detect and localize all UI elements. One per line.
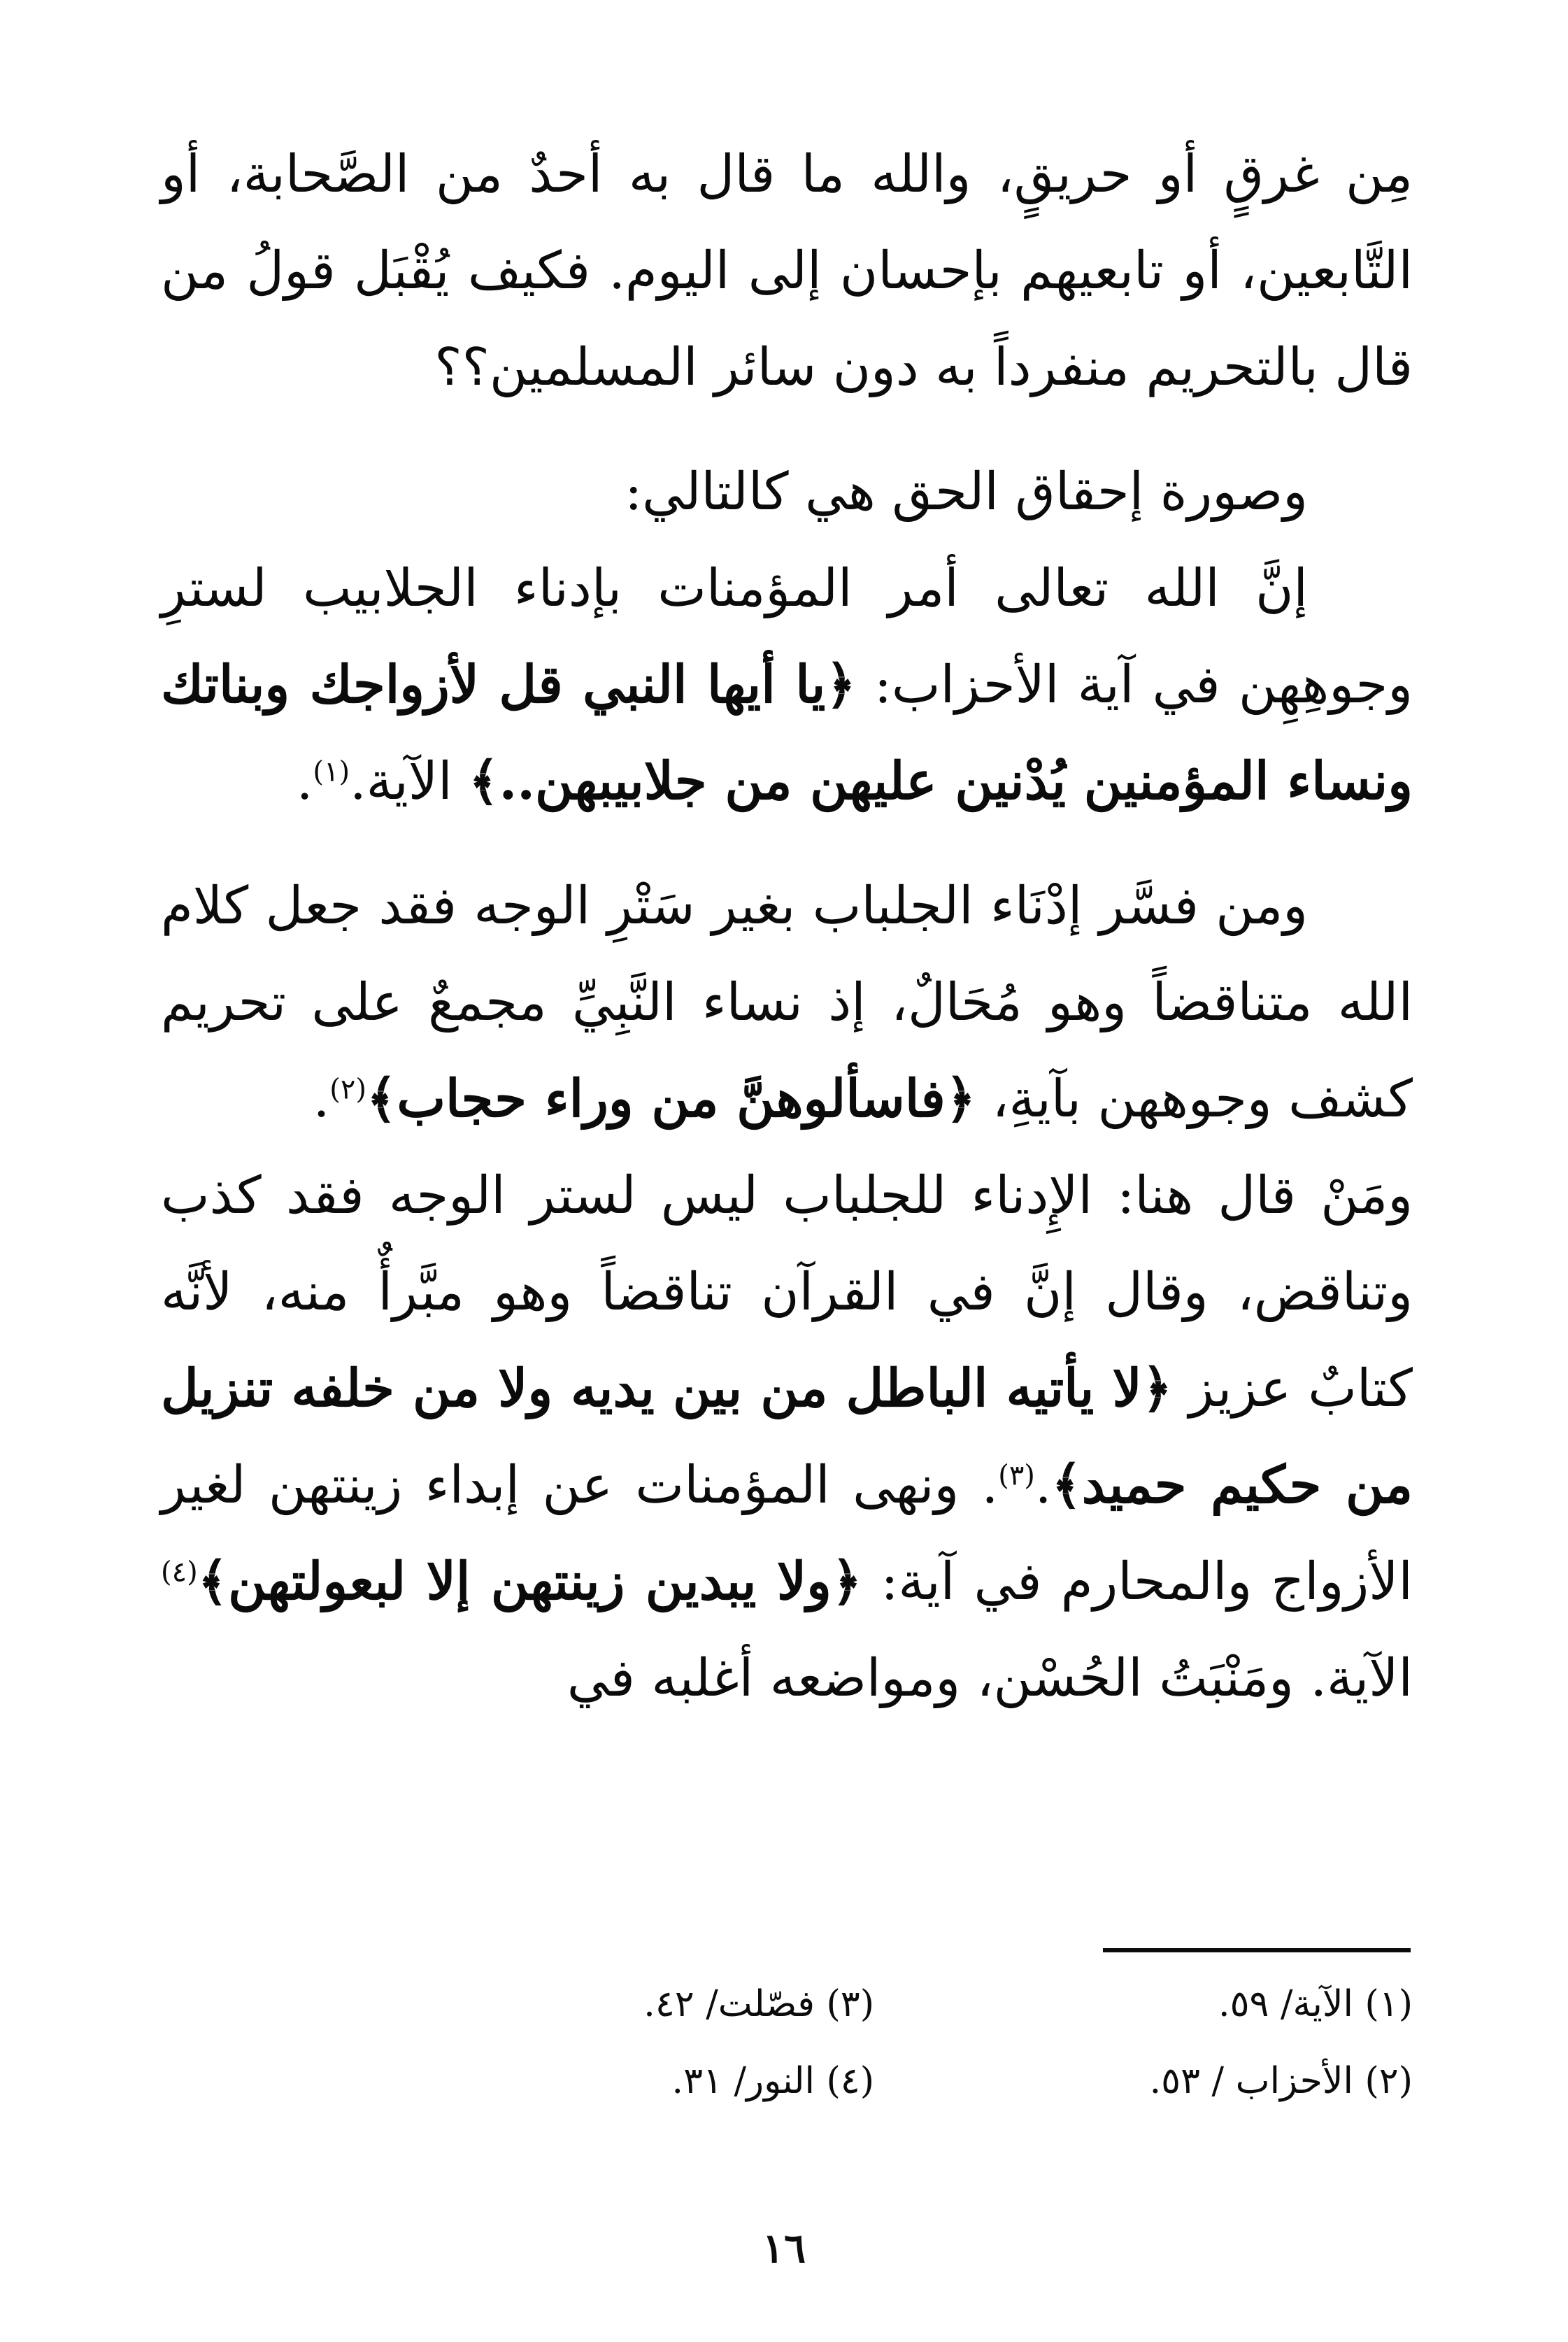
quran-quote-ahzab-59: ﴿يا أيها النبي قل لأزواجك وبناتك ونساء المؤمنين يُدْنين عليهن من جلابيبهن..﴾ — [161, 655, 1413, 811]
footnote-3: (٣) فصّلت/ ٤٢. — [643, 1983, 874, 2025]
paragraph-5-text-a: ومَنْ قال هنا: الإِدناء للجلباب ليس لستر الوجه فقد كذب وتناقض، وقال إنَّ في القرآن تناقضاً وهو مبَّرأٌ منه، لأنَّه كتابٌ عزيز — [161, 1165, 1413, 1419]
paragraph-3-text-b: الآية. — [350, 751, 469, 811]
footnote-ref-2: (٢) — [329, 1073, 366, 1106]
paragraph-5-text-c: الآية. ومَنْبَتُ الحُسْن، ومواضعه أغلبه في — [566, 1648, 1413, 1708]
paragraph-3-text-c: . — [296, 751, 313, 811]
footnotes — [161, 1966, 1413, 2120]
footnote-ref-3: (٣) — [998, 1459, 1035, 1492]
footnote-1: (١) الآية/ ٥٩. — [1218, 1983, 1413, 2025]
paragraph-3-text-a: إنَّ الله تعالى أمر المؤمنات بإدناء الجلابيب لسترِ وجوهِهِن في آية الأحزاب: — [161, 558, 1413, 715]
footnote-row — [161, 1966, 1413, 2043]
paragraph-4-text-a: ومن فسَّر إدْنَاء الجلباب بغير سَتْرِ الوجه فقد جعل كلام الله متناقضاً وهو مُحَالٌ، إذ نساء النَّبِيِّ مجمعٌ على تحريم كشف وجوههن بآيةِ، — [161, 876, 1413, 1129]
footnote-ref-4: (٤) — [161, 1556, 198, 1589]
quran-quote-fussilat-42: ﴿لا يأتيه الباطل من بين يديه ولا من خلفه تنزيل من حكيم حميد﴾ — [161, 1358, 1413, 1515]
paragraph-5-text-b: . ونهى المؤمنات عن إبداء زينتهن لغير الأزواج والمحارم في آية: — [161, 1455, 1413, 1612]
paragraph-4 — [161, 858, 1413, 1147]
quran-quote-ahzab-53: ﴿فاسألوهنَّ من وراء حجاب﴾ — [366, 1069, 976, 1129]
paragraph-2 — [161, 443, 1413, 540]
footnote-4: (٤) النور/ ٣١. — [671, 2060, 874, 2102]
footnote-separator — [1103, 1948, 1411, 1952]
paragraph-4-text-b: . — [313, 1069, 330, 1129]
page-number: ١٦ — [762, 2224, 806, 2272]
paragraph-3 — [161, 540, 1413, 830]
paragraph-1 — [161, 126, 1413, 416]
footnote-row — [161, 2043, 1413, 2120]
paragraph-1-text: مِن غرقٍ أو حريقٍ، والله ما قال به أحدٌ من الصَّحابة، أو التَّابعين، أو تابعيهم بإحسان إلى اليوم. فكيف يُقْبَل قولُ من قال بالتحريم منفرداً به دون سائر المسلمين؟؟ — [161, 144, 1413, 397]
paragraph-5 — [161, 1147, 1413, 1726]
quran-quote-nur-31: ﴿ولا يبدين زينتهن إلا لبعولتهن﴾ — [197, 1552, 862, 1612]
paragraph-2-text: وصورة إحقاق الحق هي كالتالي: — [625, 462, 1308, 522]
main-text — [161, 126, 1413, 1726]
footnote-ref-1: (١) — [313, 755, 350, 788]
paragraph-5-text-mid: . — [1034, 1455, 1052, 1515]
footnote-2: (٢) الأحزاب / ٥٣. — [1149, 2060, 1413, 2102]
